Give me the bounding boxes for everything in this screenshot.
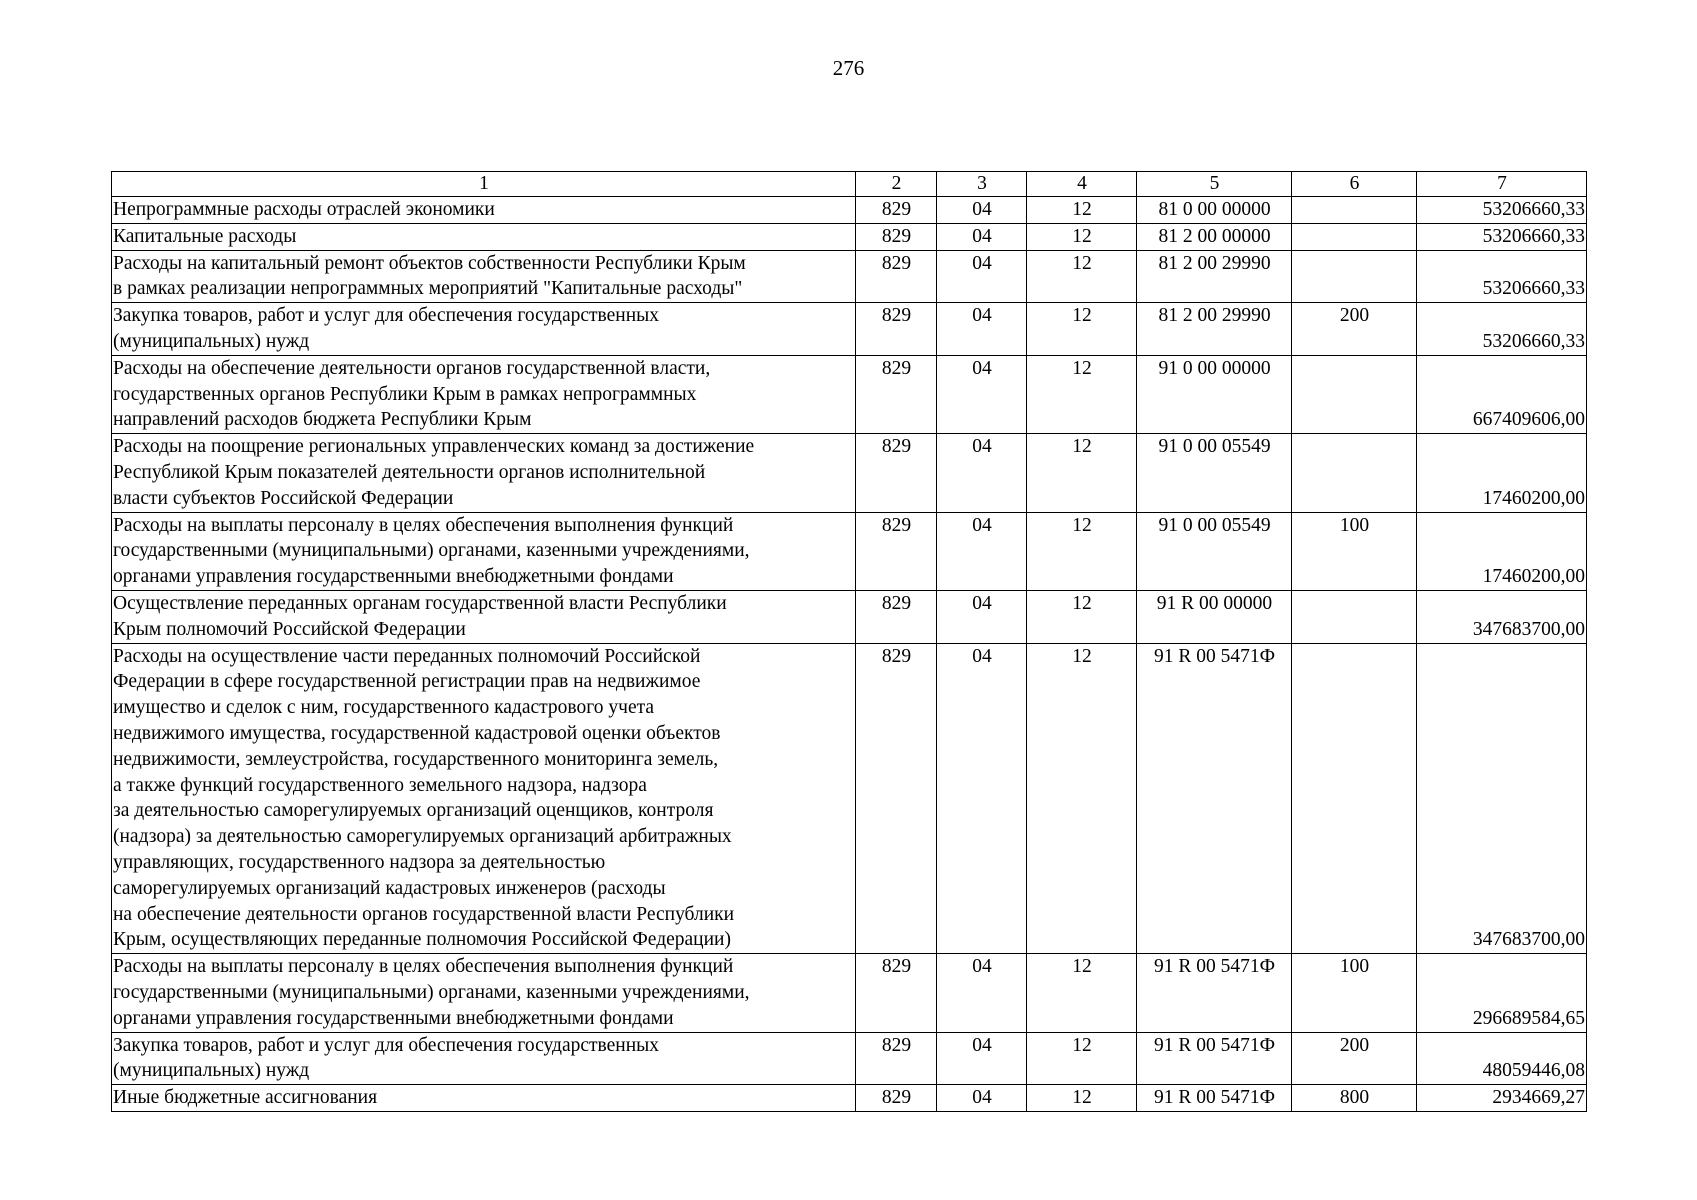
amount: 17460200,00 bbox=[1417, 434, 1587, 512]
code-subsection: 12 bbox=[1027, 250, 1137, 303]
code-ministry: 829 bbox=[856, 1085, 937, 1112]
page-number: 276 bbox=[832, 56, 865, 80]
code-section: 04 bbox=[937, 1085, 1027, 1112]
table-row bbox=[112, 197, 1587, 224]
column-header: 3 bbox=[937, 172, 1027, 197]
code-expense-type bbox=[1292, 355, 1417, 433]
code-section: 04 bbox=[937, 590, 1027, 643]
amount: 53206660,33 bbox=[1417, 223, 1587, 250]
row-description: Осуществление переданных органам государственной власти Республики Крым полномочий Российской Федерации bbox=[112, 590, 856, 643]
table-row bbox=[112, 512, 1587, 590]
code-ministry: 829 bbox=[856, 355, 937, 433]
code-expense-type: 100 bbox=[1292, 512, 1417, 590]
code-ministry: 829 bbox=[856, 250, 937, 303]
row-description: Иные бюджетные ассигнования bbox=[112, 1085, 856, 1112]
code-ministry: 829 bbox=[856, 643, 937, 954]
code-ministry: 829 bbox=[856, 223, 937, 250]
code-target-article: 91 R 00 5471Ф bbox=[1137, 1085, 1292, 1112]
code-target-article: 91 R 00 5471Ф bbox=[1137, 1032, 1292, 1085]
code-subsection: 12 bbox=[1027, 1032, 1137, 1085]
column-header: 7 bbox=[1417, 172, 1587, 197]
column-header: 2 bbox=[856, 172, 937, 197]
column-header: 5 bbox=[1137, 172, 1292, 197]
code-subsection: 12 bbox=[1027, 223, 1137, 250]
row-description: Расходы на осуществление части переданных полномочий Российской Федерации в сфере государственной регистрации прав на недвижимое имущество и сделок с ним, государственного кадастрового учета недвижимого имущества, государственной кадастровой оценки объектов недвижимости, землеустройства, государственного мониторинга земель, а также функций государственного земельного надзора, надзора за деятельностью саморегулируемых организаций оценщиков, контроля (надзора) за деятельностью саморегулируемых организаций арбитражных управляющих, государственного надзора за деятельностью саморегулируемых организаций кадастровых инженеров (расходы на обеспечение деятельности органов государственной власти Республики Крым, осуществляющих переданные полномочия Российской Федерации) bbox=[112, 643, 856, 954]
table-row bbox=[112, 223, 1587, 250]
row-description: Закупка товаров, работ и услуг для обеспечения государственных (муниципальных) нужд bbox=[112, 303, 856, 356]
code-ministry: 829 bbox=[856, 590, 937, 643]
row-description: Расходы на поощрение региональных управленческих команд за достижение Республикой Крым показателей деятельности органов исполнительной власти субъектов Российской Федерации bbox=[112, 434, 856, 512]
code-subsection: 12 bbox=[1027, 303, 1137, 356]
code-section: 04 bbox=[937, 643, 1027, 954]
code-target-article: 81 0 00 00000 bbox=[1137, 197, 1292, 224]
amount: 53206660,33 bbox=[1417, 250, 1587, 303]
header-row bbox=[112, 172, 1587, 197]
code-ministry: 829 bbox=[856, 512, 937, 590]
code-target-article: 81 2 00 29990 bbox=[1137, 250, 1292, 303]
code-subsection: 12 bbox=[1027, 355, 1137, 433]
row-description: Закупка товаров, работ и услуг для обеспечения государственных (муниципальных) нужд bbox=[112, 1032, 856, 1085]
code-section: 04 bbox=[937, 223, 1027, 250]
code-ministry: 829 bbox=[856, 1032, 937, 1085]
code-expense-type bbox=[1292, 250, 1417, 303]
row-description: Непрограммные расходы отраслей экономики bbox=[112, 197, 856, 224]
row-description: Расходы на капитальный ремонт объектов собственности Республики Крым в рамках реализации непрограммных мероприятий "Капитальные расходы" bbox=[112, 250, 856, 303]
code-expense-type: 100 bbox=[1292, 954, 1417, 1032]
code-ministry: 829 bbox=[856, 303, 937, 356]
code-target-article: 91 R 00 5471Ф bbox=[1137, 954, 1292, 1032]
amount: 347683700,00 bbox=[1417, 590, 1587, 643]
code-subsection: 12 bbox=[1027, 643, 1137, 954]
code-section: 04 bbox=[937, 197, 1027, 224]
code-section: 04 bbox=[937, 355, 1027, 433]
code-subsection: 12 bbox=[1027, 590, 1137, 643]
amount: 17460200,00 bbox=[1417, 512, 1587, 590]
code-section: 04 bbox=[937, 1032, 1027, 1085]
code-target-article: 91 R 00 5471Ф bbox=[1137, 643, 1292, 954]
table-row bbox=[112, 1032, 1587, 1085]
code-expense-type bbox=[1292, 643, 1417, 954]
code-target-article: 81 2 00 29990 bbox=[1137, 303, 1292, 356]
amount: 53206660,33 bbox=[1417, 303, 1587, 356]
code-expense-type: 200 bbox=[1292, 1032, 1417, 1085]
code-section: 04 bbox=[937, 954, 1027, 1032]
code-expense-type bbox=[1292, 223, 1417, 250]
amount: 296689584,65 bbox=[1417, 954, 1587, 1032]
table-row bbox=[112, 954, 1587, 1032]
row-description: Расходы на обеспечение деятельности органов государственной власти, государственных органов Республики Крым в рамках непрограммных направлений расходов бюджета Республики Крым bbox=[112, 355, 856, 433]
code-target-article: 91 0 00 00000 bbox=[1137, 355, 1292, 433]
row-description: Расходы на выплаты персоналу в целях обеспечения выполнения функций государственными (муниципальными) органами, казенными учреждениями, органами управления государственными внебюджетными фондами bbox=[112, 512, 856, 590]
column-header: 6 bbox=[1292, 172, 1417, 197]
code-ministry: 829 bbox=[856, 197, 937, 224]
column-header: 4 bbox=[1027, 172, 1137, 197]
row-description: Капитальные расходы bbox=[112, 223, 856, 250]
code-subsection: 12 bbox=[1027, 954, 1137, 1032]
code-section: 04 bbox=[937, 434, 1027, 512]
code-section: 04 bbox=[937, 303, 1027, 356]
code-subsection: 12 bbox=[1027, 1085, 1137, 1112]
code-target-article: 91 0 00 05549 bbox=[1137, 512, 1292, 590]
code-target-article: 91 R 00 00000 bbox=[1137, 590, 1292, 643]
code-subsection: 12 bbox=[1027, 197, 1137, 224]
code-section: 04 bbox=[937, 250, 1027, 303]
table-body bbox=[112, 197, 1587, 1112]
budget-table bbox=[111, 171, 1587, 1112]
code-expense-type: 800 bbox=[1292, 1085, 1417, 1112]
table-row bbox=[112, 643, 1587, 954]
code-ministry: 829 bbox=[856, 954, 937, 1032]
amount: 53206660,33 bbox=[1417, 197, 1587, 224]
code-expense-type bbox=[1292, 197, 1417, 224]
code-expense-type: 200 bbox=[1292, 303, 1417, 356]
amount: 48059446,08 bbox=[1417, 1032, 1587, 1085]
table-row bbox=[112, 355, 1587, 433]
code-target-article: 81 2 00 00000 bbox=[1137, 223, 1292, 250]
code-expense-type bbox=[1292, 434, 1417, 512]
code-subsection: 12 bbox=[1027, 434, 1137, 512]
code-target-article: 91 0 00 05549 bbox=[1137, 434, 1292, 512]
table-row bbox=[112, 434, 1587, 512]
table-row bbox=[112, 250, 1587, 303]
code-ministry: 829 bbox=[856, 434, 937, 512]
table-row bbox=[112, 303, 1587, 356]
row-description: Расходы на выплаты персоналу в целях обеспечения выполнения функций государственными (муниципальными) органами, казенными учреждениями, органами управления государственными внебюджетными фондами bbox=[112, 954, 856, 1032]
code-subsection: 12 bbox=[1027, 512, 1137, 590]
amount: 2934669,27 bbox=[1417, 1085, 1587, 1112]
table-row bbox=[112, 590, 1587, 643]
table-row bbox=[112, 1085, 1587, 1112]
code-expense-type bbox=[1292, 590, 1417, 643]
amount: 667409606,00 bbox=[1417, 355, 1587, 433]
amount: 347683700,00 bbox=[1417, 643, 1587, 954]
code-section: 04 bbox=[937, 512, 1027, 590]
column-header: 1 bbox=[112, 172, 856, 197]
